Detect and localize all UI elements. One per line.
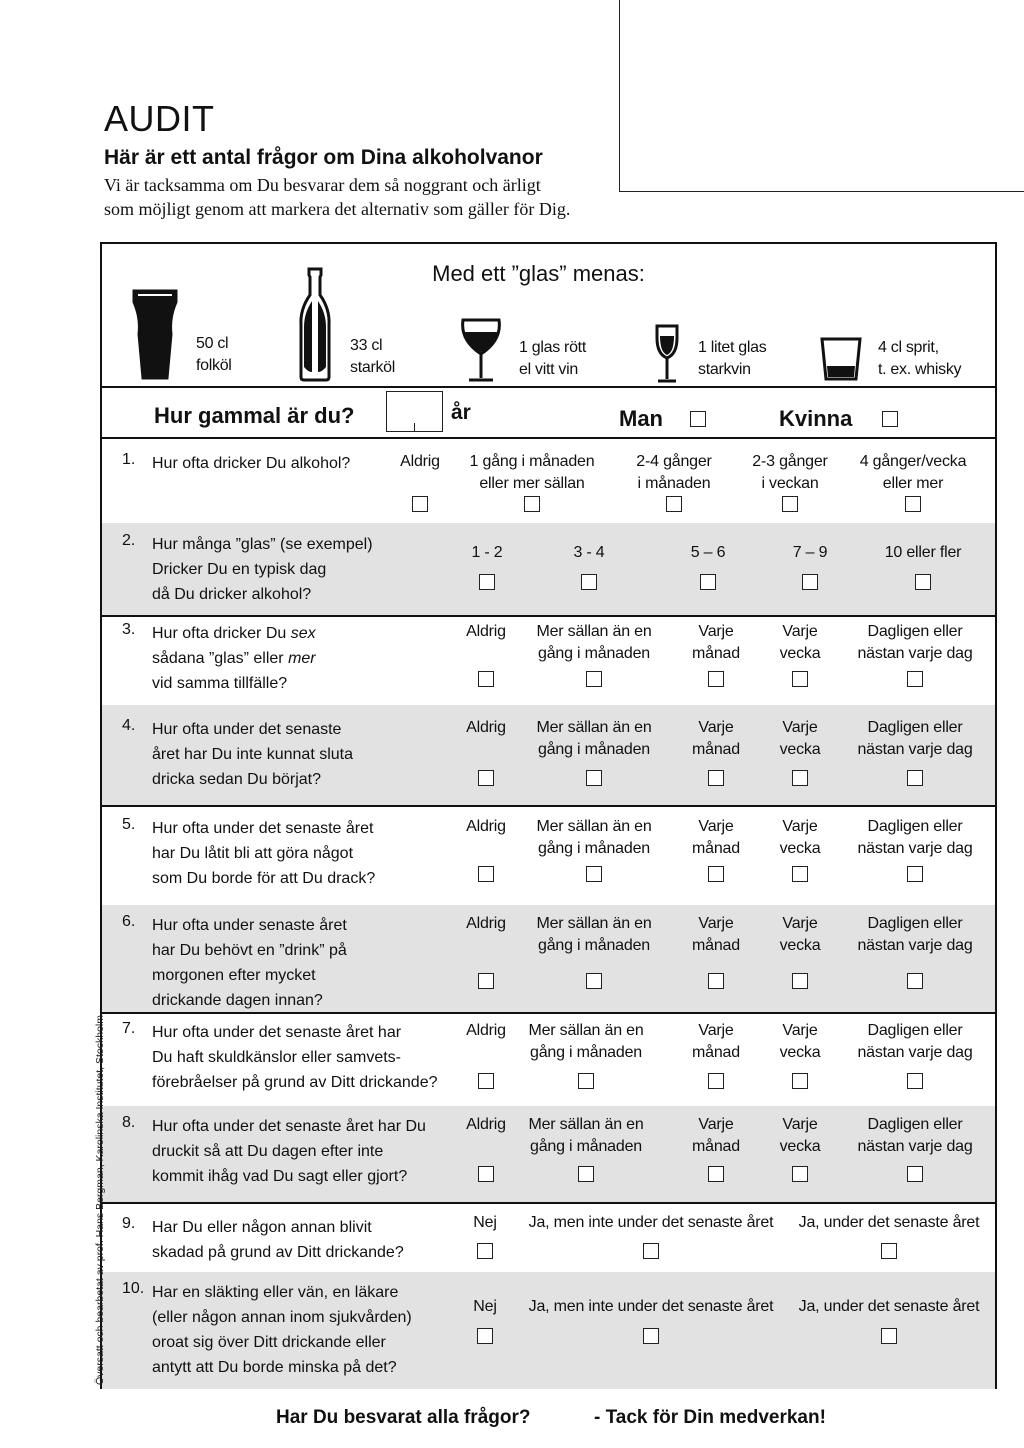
answer-option-label-line: Varje bbox=[782, 1022, 818, 1039]
answer-option-label bbox=[692, 816, 740, 860]
answer-option-label bbox=[466, 1114, 506, 1136]
answer-option-label-line: nästan varje dag bbox=[857, 1138, 973, 1155]
answer-option-label bbox=[857, 816, 972, 860]
answer-option-label-line: 4 gånger/vecka bbox=[859, 453, 967, 470]
answer-option-label-line: Varje bbox=[782, 1116, 818, 1133]
answer-checkbox[interactable] bbox=[907, 866, 923, 882]
answer-option-label-line: Varje bbox=[782, 915, 818, 932]
answer-option-label-line: Dagligen eller bbox=[867, 1022, 963, 1039]
glass-item-label: 4 cl sprit, t. ex. whisky bbox=[878, 339, 962, 378]
answer-option-label-line: i månaden bbox=[637, 475, 711, 492]
intro-text bbox=[104, 173, 664, 221]
answer-option-label-line: Varje bbox=[782, 623, 818, 640]
answer-option-label bbox=[573, 542, 604, 564]
answer-option-label bbox=[692, 913, 740, 957]
answer-checkbox[interactable] bbox=[881, 1243, 897, 1259]
question-text-line: dricka sedan Du börjat? bbox=[152, 771, 321, 788]
answer-checkbox[interactable] bbox=[578, 1166, 594, 1182]
question-text bbox=[152, 1114, 472, 1189]
answer-option-label-line: månad bbox=[692, 840, 740, 857]
answer-option-label-line: Dagligen eller bbox=[867, 818, 963, 835]
row-divider bbox=[102, 1012, 995, 1014]
answer-option-label bbox=[529, 1296, 774, 1318]
answer-option-label-line: Ja, under det senaste året bbox=[798, 1298, 980, 1315]
answer-checkbox[interactable] bbox=[708, 1073, 724, 1089]
answer-option-label-line: nästan varje dag bbox=[857, 937, 973, 954]
answer-checkbox[interactable] bbox=[708, 973, 724, 989]
answer-option-label-line: Varje bbox=[782, 818, 818, 835]
answer-option-label-line: Mer sällan än en bbox=[536, 818, 652, 835]
answer-checkbox[interactable] bbox=[905, 496, 921, 512]
answer-option-label-line: Mer sällan än en bbox=[536, 623, 652, 640]
intro-line: som möjligt genom att markera det alternativ som gäller för Dig. bbox=[104, 199, 571, 219]
answer-option-label-line: Aldrig bbox=[466, 1116, 506, 1133]
answer-checkbox[interactable] bbox=[792, 1073, 808, 1089]
question-text-line: Hur ofta dricker Du sex bbox=[152, 625, 316, 642]
answer-option-label-line: gång i månaden bbox=[538, 741, 650, 758]
answer-option-label bbox=[780, 717, 821, 761]
question-number: 3. bbox=[122, 621, 136, 638]
question-text-line: Hur ofta under det senaste året bbox=[152, 820, 374, 837]
answer-option-label bbox=[528, 1020, 643, 1064]
question-text-line: morgonen efter mycket bbox=[152, 967, 316, 984]
answer-option-label-line: månad bbox=[692, 937, 740, 954]
answer-option-label bbox=[780, 913, 821, 957]
answer-option-label-line: vecka bbox=[779, 1044, 821, 1061]
question-text bbox=[152, 717, 452, 792]
answer-option-label bbox=[466, 621, 506, 643]
intro-line: Vi är tacksamma om Du besvarar dem så noggrant och ärligt bbox=[104, 175, 541, 195]
answer-option-label-line: Dagligen eller bbox=[867, 915, 963, 932]
question-text-line: Har en släkting eller vän, en läkare bbox=[152, 1284, 399, 1301]
answer-option-label-line: 10 eller fler bbox=[884, 544, 962, 561]
answer-checkbox[interactable] bbox=[478, 866, 494, 882]
answer-option-label bbox=[536, 621, 651, 665]
answer-option-label bbox=[536, 816, 651, 860]
answer-option-label-line: Varje bbox=[698, 1022, 734, 1039]
glass-item-label: 50 cl folköl bbox=[196, 335, 232, 374]
question-number: 2. bbox=[122, 532, 136, 549]
answer-option-label-line: eller mer sällan bbox=[479, 475, 585, 492]
answer-option-label bbox=[857, 1020, 972, 1064]
answer-option-label-line: Aldrig bbox=[466, 818, 506, 835]
answer-checkbox[interactable] bbox=[907, 1073, 923, 1089]
answer-option-label bbox=[529, 1212, 774, 1234]
question-text-line: druckit så att Du dagen efter inte bbox=[152, 1143, 384, 1160]
answer-option-label-line: Dagligen eller bbox=[867, 1116, 963, 1133]
answer-checkbox[interactable] bbox=[907, 1166, 923, 1182]
answer-checkbox[interactable] bbox=[477, 1243, 493, 1259]
answer-option-label bbox=[857, 1114, 972, 1158]
age-label: Hur gammal är du? bbox=[154, 403, 355, 428]
answer-option-label-line: Aldrig bbox=[400, 453, 440, 470]
answer-option-label-line: Nej bbox=[473, 1214, 497, 1231]
answer-option-label bbox=[470, 451, 595, 495]
question-number: 5. bbox=[122, 816, 136, 833]
answer-option-label-line: 3 - 4 bbox=[573, 544, 605, 561]
question-text-line: kommit ihåg vad Du sagt eller gjort? bbox=[152, 1168, 408, 1185]
answer-checkbox[interactable] bbox=[581, 574, 597, 590]
answer-option-label-line: Dagligen eller bbox=[867, 719, 963, 736]
answer-option-label bbox=[692, 1020, 740, 1064]
answer-option-label-line: Varje bbox=[698, 719, 734, 736]
question-text-line: Hur ofta under senaste året bbox=[152, 917, 347, 934]
answer-option-label bbox=[752, 451, 827, 495]
answer-option-label-line: Varje bbox=[698, 1116, 734, 1133]
question-text-line: Dricker Du en typisk dag bbox=[152, 561, 327, 578]
question-text bbox=[152, 621, 452, 696]
answer-option-label-line: gång i månaden bbox=[530, 1138, 642, 1155]
answer-checkbox[interactable] bbox=[586, 770, 602, 786]
answer-option-label-line: Varje bbox=[698, 915, 734, 932]
answer-checkbox[interactable] bbox=[915, 574, 931, 590]
question-text-line: då Du dricker alkohol? bbox=[152, 586, 312, 603]
answer-checkbox[interactable] bbox=[708, 866, 724, 882]
answer-option-label bbox=[692, 1114, 740, 1158]
answer-option-label bbox=[857, 717, 972, 761]
beer-glass-icon bbox=[131, 288, 179, 382]
answer-option-label-line: 1 gång i månaden bbox=[469, 453, 595, 470]
footer-thanks: - Tack för Din medverkan! bbox=[594, 1407, 826, 1428]
answer-checkbox[interactable] bbox=[907, 671, 923, 687]
answer-option-label-line: nästan varje dag bbox=[857, 1044, 973, 1061]
question-text bbox=[152, 1280, 452, 1380]
answer-option-label-line: vecka bbox=[779, 937, 821, 954]
answer-checkbox[interactable] bbox=[792, 973, 808, 989]
answer-option-label-line: Ja, men inte under det senaste året bbox=[528, 1298, 774, 1315]
glass-definition-title: Med ett ”glas” menas: bbox=[432, 261, 645, 286]
answer-option-label-line: Varje bbox=[698, 818, 734, 835]
answer-option-label bbox=[466, 1020, 506, 1042]
answer-checkbox[interactable] bbox=[708, 1166, 724, 1182]
answer-checkbox[interactable] bbox=[802, 574, 818, 590]
answer-option-label-line: Varje bbox=[782, 719, 818, 736]
answer-option-label-line: 2-3 gånger bbox=[752, 453, 828, 470]
answer-option-label-line: Mer sällan än en bbox=[536, 719, 652, 736]
answer-option-label bbox=[471, 542, 502, 564]
answer-option-label-line: gång i månaden bbox=[530, 1044, 642, 1061]
answer-option-label bbox=[466, 717, 506, 739]
answer-option-label-line: Dagligen eller bbox=[867, 623, 963, 640]
answer-option-label bbox=[692, 717, 740, 761]
question-text-line: Du haft skuldkänslor eller samvets- bbox=[152, 1049, 401, 1066]
answer-option-label-line: Ja, men inte under det senaste året bbox=[528, 1214, 774, 1231]
bottle-icon bbox=[298, 267, 332, 383]
answer-option-label bbox=[799, 1212, 980, 1234]
answer-option-label-line: vecka bbox=[779, 741, 821, 758]
question-number: 7. bbox=[122, 1020, 136, 1037]
answer-checkbox[interactable] bbox=[643, 1243, 659, 1259]
answer-option-label bbox=[857, 913, 972, 957]
questionnaire-frame bbox=[100, 242, 997, 1389]
answer-option-label-line: nästan varje dag bbox=[857, 741, 973, 758]
answer-checkbox[interactable] bbox=[666, 496, 682, 512]
answer-option-label-line: Mer sällan än en bbox=[528, 1022, 644, 1039]
answer-option-label bbox=[528, 1114, 643, 1158]
answer-option-label-line: gång i månaden bbox=[538, 937, 650, 954]
tumbler-icon bbox=[820, 336, 862, 382]
question-text bbox=[152, 1020, 472, 1095]
answer-option-label bbox=[793, 542, 828, 564]
answer-option-label-line: månad bbox=[692, 741, 740, 758]
question-text-line: har Du låtit bli att göra något bbox=[152, 845, 354, 862]
answer-option-label bbox=[400, 451, 440, 473]
answer-checkbox[interactable] bbox=[643, 1328, 659, 1344]
answer-option-label bbox=[780, 816, 821, 860]
question-text-line: Hur många ”glas” (se exempel) bbox=[152, 536, 373, 553]
answer-option-label-line: Aldrig bbox=[466, 1022, 506, 1039]
answer-option-label-line: gång i månaden bbox=[538, 840, 650, 857]
answer-checkbox[interactable] bbox=[708, 770, 724, 786]
question-text-line: Har Du eller någon annan blivit bbox=[152, 1219, 372, 1236]
answer-option-label-line: Aldrig bbox=[466, 719, 506, 736]
question-text-line: förebråelser på grund av Ditt drickande? bbox=[152, 1074, 438, 1091]
answer-option-label bbox=[780, 1114, 821, 1158]
question-text-line: Hur ofta dricker Du alkohol? bbox=[152, 455, 351, 472]
answer-option-label bbox=[692, 621, 740, 665]
answer-option-label-line: 1 - 2 bbox=[471, 544, 503, 561]
page-subtitle: Här är ett antal frågor om Dina alkoholvanor bbox=[104, 146, 543, 169]
answer-checkbox[interactable] bbox=[586, 866, 602, 882]
answer-checkbox[interactable] bbox=[881, 1328, 897, 1344]
answer-option-label bbox=[860, 451, 967, 495]
age-unit: år bbox=[451, 401, 471, 424]
glass-item-label: 1 glas rött el vitt vin bbox=[519, 339, 586, 378]
answer-checkbox[interactable] bbox=[478, 973, 494, 989]
answer-option-label-line: i veckan bbox=[761, 475, 819, 492]
answer-checkbox[interactable] bbox=[524, 496, 540, 512]
glass-item-label: 1 litet glas starkvin bbox=[698, 339, 767, 378]
question-text-line: sådana ”glas” eller mer bbox=[152, 650, 316, 667]
question-text bbox=[152, 913, 452, 1013]
answer-checkbox[interactable] bbox=[578, 1073, 594, 1089]
question-number: 6. bbox=[122, 913, 136, 930]
question-text-line: Hur ofta under det senaste året har bbox=[152, 1024, 402, 1041]
male-checkbox[interactable] bbox=[690, 411, 706, 427]
question-text-line: drickande dagen innan? bbox=[152, 992, 323, 1009]
credit-text: Översatt och bearbetat av prof. Hans Bergman, Karolinska Institutet, Stockholm bbox=[94, 1014, 106, 1385]
divider bbox=[102, 386, 995, 388]
page-title: AUDIT bbox=[104, 98, 215, 139]
footer-question: Har Du besvarat alla frågor? bbox=[276, 1407, 531, 1428]
question-text-line: antytt att Du borde minska på det? bbox=[152, 1359, 397, 1376]
fortified-wine-glass-icon bbox=[654, 324, 680, 384]
answer-option-label-line: 7 – 9 bbox=[792, 544, 828, 561]
row-divider bbox=[102, 805, 995, 807]
question-number: 4. bbox=[122, 717, 136, 734]
answer-checkbox[interactable] bbox=[478, 770, 494, 786]
question-text-line: Hur ofta under det senaste året har Du bbox=[152, 1118, 426, 1135]
question-text-line: vid samma tillfälle? bbox=[152, 675, 288, 692]
age-input-tick bbox=[414, 423, 415, 432]
question-text-line: skadad på grund av Ditt drickande? bbox=[152, 1244, 404, 1261]
answer-checkbox[interactable] bbox=[478, 1073, 494, 1089]
question-number: 10. bbox=[122, 1280, 145, 1297]
answer-checkbox[interactable] bbox=[478, 1166, 494, 1182]
answer-option-label bbox=[473, 1296, 496, 1318]
answer-option-label bbox=[636, 451, 711, 495]
answer-option-label-line: vecka bbox=[779, 645, 821, 662]
row-divider bbox=[102, 1202, 995, 1204]
answer-option-label-line: månad bbox=[692, 645, 740, 662]
answer-checkbox[interactable] bbox=[708, 671, 724, 687]
answer-option-label bbox=[473, 1212, 496, 1234]
divider bbox=[102, 437, 995, 439]
corner-line-horizontal bbox=[619, 191, 1024, 192]
question-text bbox=[152, 1215, 452, 1265]
answer-option-label bbox=[691, 542, 726, 564]
answer-checkbox[interactable] bbox=[586, 973, 602, 989]
corner-line-vertical bbox=[619, 0, 620, 192]
answer-checkbox[interactable] bbox=[477, 1328, 493, 1344]
question-text-line: Hur ofta under det senaste bbox=[152, 721, 342, 738]
answer-checkbox[interactable] bbox=[586, 671, 602, 687]
answer-checkbox[interactable] bbox=[478, 671, 494, 687]
answer-option-label bbox=[466, 816, 506, 838]
answer-option-label bbox=[780, 1020, 821, 1064]
answer-option-label-line: nästan varje dag bbox=[857, 840, 973, 857]
question-number: 9. bbox=[122, 1215, 136, 1232]
glass-item-label: 33 cl starköl bbox=[350, 337, 396, 376]
answer-option-label-line: 2-4 gånger bbox=[636, 453, 712, 470]
answer-option-label-line: Ja, under det senaste året bbox=[798, 1214, 980, 1231]
answer-option-label-line: nästan varje dag bbox=[857, 645, 973, 662]
answer-option-label bbox=[799, 1296, 980, 1318]
question-text-line: året har Du inte kunnat sluta bbox=[152, 746, 354, 763]
question-text bbox=[152, 532, 452, 607]
answer-option-label bbox=[885, 542, 962, 564]
answer-checkbox[interactable] bbox=[792, 1166, 808, 1182]
question-number: 8. bbox=[122, 1114, 136, 1131]
answer-option-label-line: eller mer bbox=[882, 475, 944, 492]
age-input[interactable] bbox=[386, 391, 443, 432]
answer-checkbox[interactable] bbox=[907, 973, 923, 989]
answer-checkbox[interactable] bbox=[782, 496, 798, 512]
answer-checkbox[interactable] bbox=[412, 496, 428, 512]
answer-option-label-line: Mer sällan än en bbox=[528, 1116, 644, 1133]
answer-checkbox[interactable] bbox=[792, 866, 808, 882]
answer-option-label-line: vecka bbox=[779, 840, 821, 857]
answer-option-label-line: månad bbox=[692, 1138, 740, 1155]
answer-option-label-line: gång i månaden bbox=[538, 645, 650, 662]
answer-option-label bbox=[536, 717, 651, 761]
answer-checkbox[interactable] bbox=[792, 770, 808, 786]
question-text-line: oroat sig över Ditt drickande eller bbox=[152, 1334, 386, 1351]
answer-option-label-line: vecka bbox=[779, 1138, 821, 1155]
male-label: Man bbox=[619, 406, 663, 431]
question-text-line: som Du borde för att Du drack? bbox=[152, 870, 376, 887]
row-divider bbox=[102, 615, 995, 617]
answer-option-label bbox=[536, 913, 651, 957]
question-text-line: (eller någon annan inom sjukvården) bbox=[152, 1309, 412, 1326]
question-text bbox=[152, 816, 452, 891]
answer-option-label-line: Aldrig bbox=[466, 915, 506, 932]
answer-checkbox[interactable] bbox=[792, 671, 808, 687]
answer-checkbox[interactable] bbox=[700, 574, 716, 590]
female-checkbox[interactable] bbox=[882, 411, 898, 427]
answer-option-label-line: Mer sällan än en bbox=[536, 915, 652, 932]
answer-option-label-line: månad bbox=[692, 1044, 740, 1061]
answer-checkbox[interactable] bbox=[479, 574, 495, 590]
answer-checkbox[interactable] bbox=[907, 770, 923, 786]
wine-glass-icon bbox=[460, 318, 502, 384]
answer-option-label-line: 5 – 6 bbox=[690, 544, 726, 561]
answer-option-label-line: Aldrig bbox=[466, 623, 506, 640]
question-text-line: har Du behövt en ”drink” på bbox=[152, 942, 347, 959]
question-number: 1. bbox=[122, 451, 136, 468]
answer-option-label bbox=[857, 621, 972, 665]
female-label: Kvinna bbox=[779, 406, 853, 431]
answer-option-label-line: Varje bbox=[698, 623, 734, 640]
answer-option-label bbox=[466, 913, 506, 935]
answer-option-label-line: Nej bbox=[473, 1298, 497, 1315]
answer-option-label bbox=[780, 621, 821, 665]
